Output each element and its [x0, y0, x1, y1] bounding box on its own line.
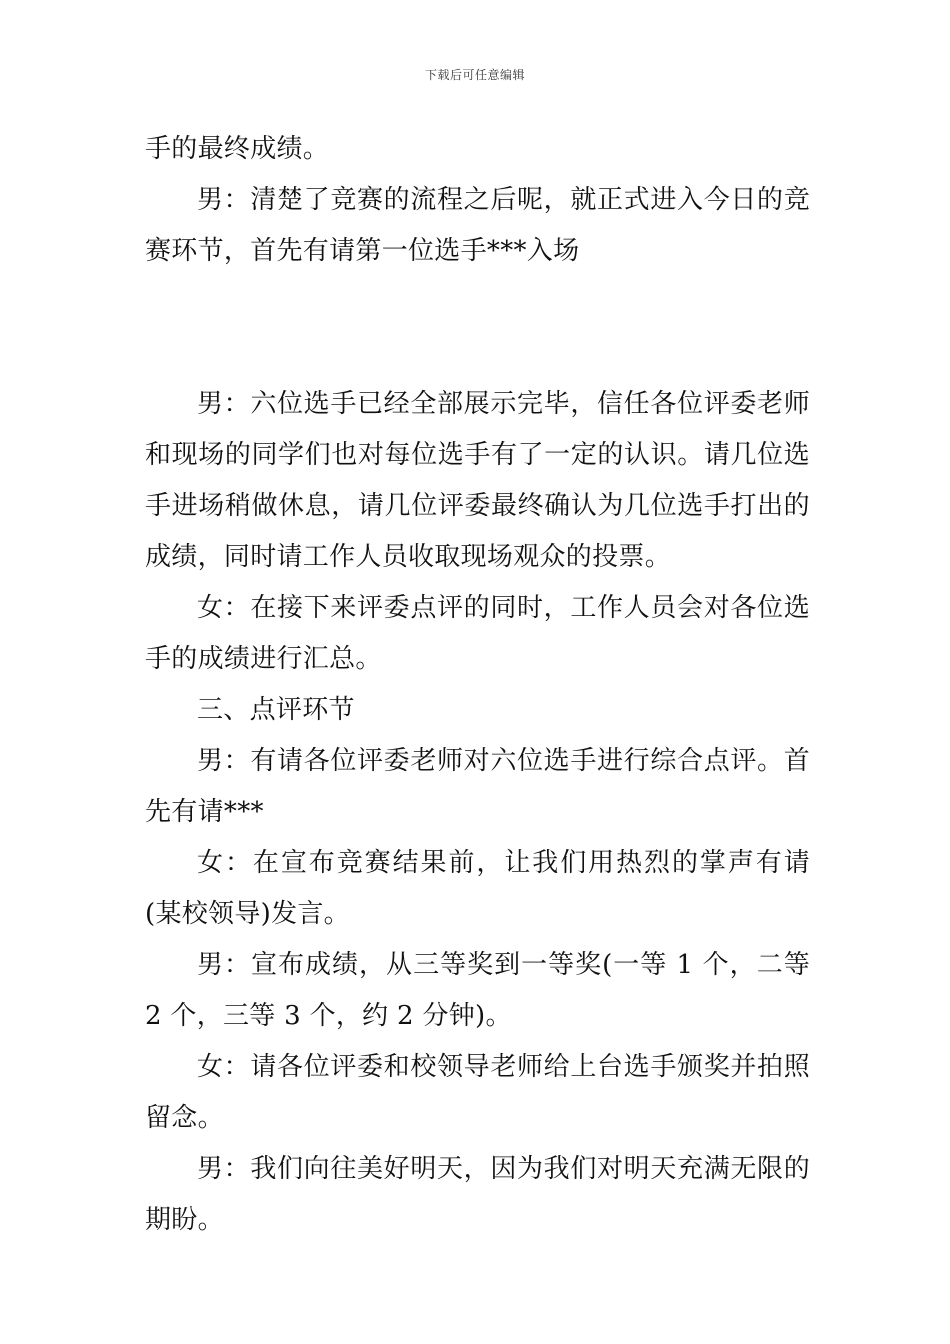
paragraph-award-photo: 女：请各位评委和校领导老师给上台选手颁奖并拍照留念。 [145, 1052, 810, 1133]
document-body [145, 124, 810, 1246]
paragraph-judges-review: 男：有请各位评委老师对六位选手进行综合点评。首先有请*** [145, 746, 810, 827]
section-heading-review: 三、点评环节 [197, 695, 355, 725]
paragraph-continuation: 手的最终成绩。 [145, 134, 330, 164]
paragraph-announce-results: 男：宣布成绩，从三等奖到一等奖(一等 1 个，二等 2 个，三等 3 个，约 2 分钟)。 [145, 950, 810, 1031]
paragraph-contestants-finished: 男：六位选手已经全部展示完毕，信任各位评委老师和现场的同学们也对每位选手有了一定的认识。请几位选手进场稍做休息，请几位评委最终确认为几位选手打出的成绩，同时请工作人员收取现场观众的投票。 [145, 389, 810, 572]
paragraph-first-contestant: 男：清楚了竞赛的流程之后呢，就正式进入今日的竞赛环节，首先有请第一位选手***入场 [145, 185, 810, 266]
page-header-note: 下载后可任意编辑 [424, 68, 525, 82]
paragraph-score-summary: 女：在接下来评委点评的同时，工作人员会对各位选手的成绩进行汇总。 [145, 593, 810, 674]
paragraph-closing: 男：我们向往美好明天，因为我们对明天充满无限的期盼。 [145, 1154, 810, 1235]
paragraph-leader-speech: 女：在宣布竞赛结果前，让我们用热烈的掌声有请(某校领导)发言。 [145, 848, 810, 929]
